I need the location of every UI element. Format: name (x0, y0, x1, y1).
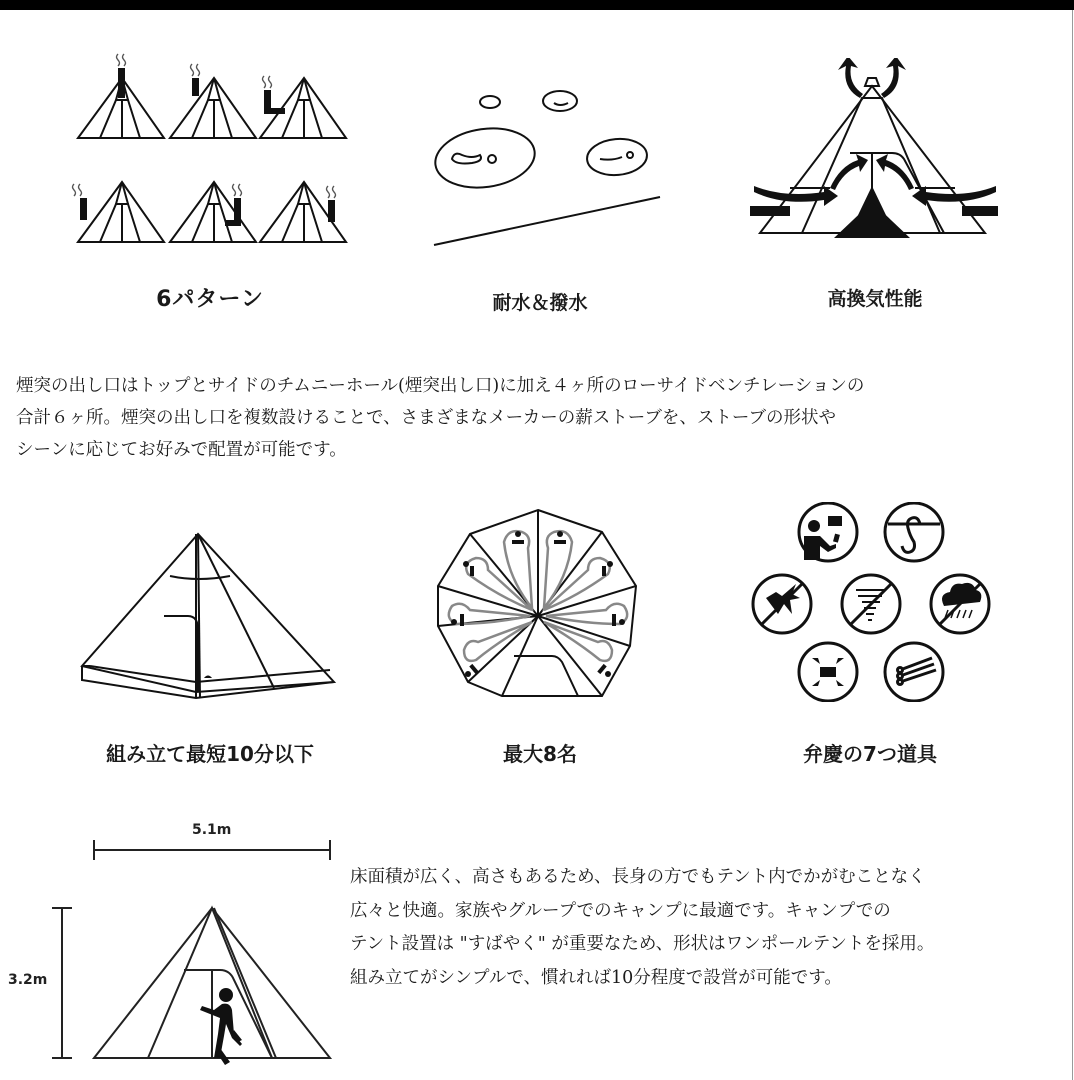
ventilation-icon (750, 58, 1000, 238)
height-dimension: 3.2m (8, 972, 48, 988)
poles-icon (898, 658, 937, 685)
description-line: テント設置は "すばやく" が重要なため、形状はワンポールテントを採用。 (350, 934, 935, 954)
hook-icon (888, 518, 940, 553)
description-line: 広々と快適。家族やグループでのキャンプに最適です。キャンプでの (350, 900, 891, 921)
tent-icon (78, 530, 338, 700)
caption-assembly-time: 組み立て最短10分以下 (106, 742, 314, 766)
rain-resistant-icon (940, 583, 981, 624)
caption-ventilation: 高換気性能 (827, 288, 923, 310)
width-dimension: 5.1m (192, 822, 232, 838)
caption-seven-tools: 弁慶の7つ道具 (803, 742, 937, 766)
seven-tools-icon (748, 502, 998, 702)
description-line: 合計６ヶ所。煙突の出し口を複数設けることで、さまざまなメーカーの薪ストーブを、ストーブの形状や (16, 408, 837, 428)
tent-dimension-diagram (50, 830, 340, 1080)
description-line: 組み立てがシンプルで、慣れれば10分程度で設営が可能です。 (350, 967, 842, 988)
compact-icon (812, 658, 844, 686)
space-description (350, 861, 934, 995)
caption-capacity: 最大8名 (503, 742, 577, 766)
chimney-description (16, 370, 864, 466)
right-border (1072, 10, 1073, 1080)
chimney-patterns-icon (70, 50, 360, 250)
water-droplets-icon (430, 85, 670, 255)
description-line: 煙突の出し口はトップとサイドのチムニーホール(煙突出し口)に加え４ヶ所のローサイドベンチレーションの (16, 376, 865, 396)
wind-resistant-icon (851, 584, 891, 624)
description-line: 床面積が広く、高さもあるため、長身の方でもテント内でかがむことなく (350, 867, 926, 887)
no-insects-icon (762, 584, 802, 624)
sleeping-layout-icon (432, 506, 644, 706)
caption-six-patterns: 6パターン (156, 287, 264, 312)
storage-pocket-icon (804, 516, 842, 560)
description-line: シーンに応じてお好みで配置が可能です。 (16, 440, 347, 460)
top-black-bar (0, 0, 1074, 10)
caption-waterproof: 耐水＆撥水 (492, 292, 588, 314)
